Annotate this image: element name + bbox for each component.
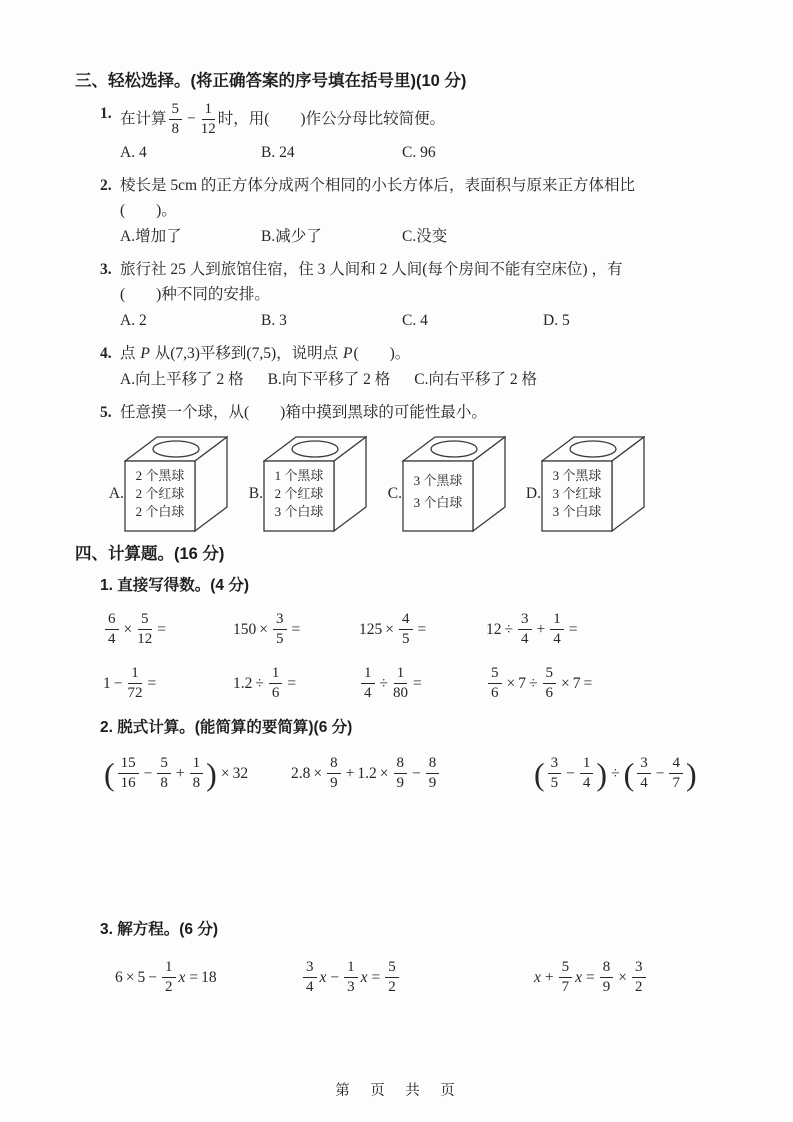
option: C. 4 [402,311,428,329]
ball-box-line: 2 个白球 [135,503,185,519]
fraction-numerator: 1 [269,665,283,684]
math-operator: = [583,674,593,692]
stepwise-calculation-heading: 2. 脱式计算。(能简算的要简算)(6 分) [100,718,353,736]
math-operator: × [561,674,570,692]
math-operator: + [345,764,355,782]
math-operator: ÷ [504,620,514,638]
question-text [120,101,725,139]
fraction-numerator: 3 [548,755,562,774]
ball-box-line: 3 个红球 [552,485,602,501]
ball-box-label: C. [387,484,402,502]
fraction-numerator: 1 [162,959,176,978]
ball-box-line: 3 个白球 [274,503,324,519]
math-operator: + [175,764,185,782]
fraction [488,665,502,703]
question-5 [100,400,725,425]
math-operator: − [187,110,196,128]
fraction-numerator: 3 [637,755,651,774]
math-operator: − [412,764,421,782]
fraction-denominator: 6 [491,685,499,701]
option: C. 96 [402,143,436,161]
ball-box-line: 2 个红球 [274,485,324,501]
math-expression [291,750,533,798]
math-operator: ÷ [255,674,264,692]
fraction [550,611,564,649]
fraction-numerator: 1 [344,959,358,978]
fraction-denominator: 2 [388,979,396,995]
options-row [100,141,725,165]
math-variable: x [319,968,327,986]
options-row [100,225,725,249]
fraction [518,611,532,649]
options-row [100,368,725,392]
fraction-numerator: 5 [488,665,502,684]
math-operator: × [123,620,133,638]
fraction-numerator: 4 [669,755,683,774]
fraction [385,959,399,997]
fraction [580,755,594,793]
math-text: 32 [232,764,249,782]
fraction-denominator: 9 [330,775,338,791]
math-operator: ÷ [529,674,538,692]
math-text: 旅行社 25 人到旅馆住宿，住 3 人间和 2 人间(每个房间不能有空床位) ，有 [120,260,623,278]
math-expression [486,606,725,654]
math-expression [103,660,233,708]
fraction [548,755,562,793]
equations-row [75,954,725,1002]
fraction [669,755,683,793]
fraction-numerator: 15 [118,755,139,774]
fraction-denominator: 9 [428,775,437,791]
solve-equations-heading: 3. 解方程。(6 分) [100,920,218,938]
fraction-denominator: 16 [120,775,136,791]
math-text: 7 [572,674,581,692]
fraction-numerator: 8 [394,755,408,774]
math-operator: − [143,764,153,782]
math-variable: P [140,344,150,362]
math-operator: − [113,674,123,692]
math-operator: × [385,620,394,638]
math-operator: − [148,968,157,986]
question-text [120,400,725,425]
fraction-denominator: 4 [553,631,561,647]
math-operator: × [313,764,323,782]
fraction [344,959,358,997]
fraction-numerator: 4 [399,611,413,630]
fraction-denominator: 2 [635,979,643,995]
fraction-denominator: 5 [402,631,410,647]
fraction-numerator: 1 [580,755,594,774]
stepwise-expressions-row [75,750,725,798]
ball-boxes-row [100,433,725,533]
math-operator: + [536,620,546,638]
fraction-denominator: 6 [545,685,554,701]
question-text [120,257,725,307]
fraction-numerator: 5 [138,611,152,630]
question-text [120,341,725,366]
math-operator: = [147,674,157,692]
fraction [169,101,183,139]
question-number: 5. [100,403,112,421]
direct-computation-heading: 1. 直接写得数。(4 分) [100,576,249,594]
math-operator: = [287,674,297,692]
ball-box-line: 1 个黑球 [274,467,324,483]
math-operator: ÷ [379,674,389,692]
fraction-numerator: 5 [157,755,171,774]
section-calculation [75,543,725,1002]
subsection-solve-equations [75,918,725,1002]
math-expression: ( $\frac{15}{16}$ − $\frac{5}{8}$ + $\frac{1}{8}$ ) × 32 [104,754,249,792]
math-operator: × [379,764,389,782]
fraction-numerator: 3 [273,611,287,630]
fraction-numerator: 1 [361,665,375,684]
math-operator: + [544,968,554,986]
fraction-denominator: 4 [521,631,529,647]
fraction [543,665,557,703]
ball-box-line: 3 个白球 [413,494,463,510]
option: A.增加了 [120,227,182,245]
ball-box-label: D. [525,484,541,502]
fraction-numerator: 5 [559,959,573,978]
fraction-numerator: 3 [632,959,646,978]
fraction-denominator: 4 [364,685,372,701]
math-operator: ÷ [611,764,620,782]
fraction-denominator: 9 [396,775,404,791]
options-row [100,309,725,333]
math-expression [359,606,486,654]
math-operator: = [568,620,578,638]
math-variable: x [575,968,583,986]
fraction-numerator: 5 [385,959,399,978]
math-text: 5 [137,968,146,986]
math-expression [486,660,725,708]
fraction-denominator: 8 [160,775,168,791]
math-operator: = [586,968,595,986]
math-variable: x [178,968,186,986]
fraction-numerator: 5 [169,101,183,120]
ball-box-illustration [124,433,228,533]
math-operator: − [566,764,575,782]
fraction-denominator: 80 [393,685,409,701]
math-operator: − [655,764,665,782]
section-calc-heading: 四、计算题。(16 分) [75,544,225,563]
ball-box-line: 3 个黑球 [413,472,463,488]
fraction [162,959,176,997]
question-number: 1. [100,105,112,122]
fraction [105,611,119,649]
fraction-numerator: 1 [128,665,142,684]
fraction-denominator: 6 [271,685,280,701]
fraction [303,959,317,997]
math-text: 任意摸一个球，从( )箱中摸到黑球的可能性最小。 [120,403,487,421]
fraction-denominator: 5 [276,631,284,647]
fraction-numerator: 1 [202,101,216,120]
math-operator: × [125,968,135,986]
math-text: 1.2 [233,674,253,692]
math-text: 6 [115,968,123,986]
ball-box [100,433,228,533]
math-text: 1.2 [357,764,377,782]
math-text: 12 [486,620,502,638]
option: B.向下平移了 2 格 [267,370,391,388]
fraction [201,101,216,139]
fraction [559,959,573,997]
fraction-denominator: 8 [192,775,201,791]
fraction-denominator: 4 [582,775,591,791]
fraction-numerator: 8 [600,959,614,978]
math-operator: × [506,674,516,692]
fraction [273,611,287,649]
math-text: 150 [233,620,257,638]
ball-box-illustration [263,433,367,533]
ball-box [517,433,645,533]
fraction-denominator: 12 [200,121,216,138]
ball-box-illustration [541,433,645,533]
math-text: 125 [359,620,383,638]
subsection-direct-computation [75,574,725,708]
ball-box [239,433,367,533]
fraction-denominator: 8 [171,121,180,138]
math-text: 2.8 [291,764,311,782]
choice-question-list [75,101,725,533]
fraction-denominator: 7 [672,775,680,791]
fraction [361,665,375,703]
fraction-denominator: 5 [550,775,559,791]
math-text: 7 [518,674,526,692]
math-expression [103,606,233,654]
ball-box-line: 2 个红球 [135,485,185,501]
math-operator: = [371,968,381,986]
question-number: 2. [100,176,112,194]
fraction-denominator: 9 [602,979,611,995]
option: A.向上平移了 2 格 [120,370,244,388]
option: B. 24 [261,143,295,161]
fraction-denominator: 4 [108,631,116,647]
option: A. 4 [120,143,147,161]
fraction [190,755,204,793]
math-expression [233,606,359,654]
math-text: ( )。 [353,344,411,362]
option: A. 2 [120,311,147,329]
fraction-numerator: 3 [518,611,532,630]
fraction-denominator: 4 [640,775,648,791]
fraction [128,665,143,703]
stepwise-workspace [75,798,725,910]
subsection-stepwise-calculation [75,716,725,910]
section-choice-heading: 三、轻松选择。(将正确答案的序号填在括号里)(10 分) [75,72,467,90]
fraction [157,755,171,793]
fraction [393,665,408,703]
math-operator: = [291,620,301,638]
fraction-denominator: 7 [561,979,570,995]
math-operator: = [413,674,422,692]
fraction [137,611,152,649]
math-text: 从(7,3)平移到(7,5)，说明点 [150,344,343,362]
math-expression [233,660,359,708]
fraction-numerator: 1 [394,665,408,684]
math-expression: ( $\frac{3}{5}$ − $\frac{1}{4}$ ) ÷ ( $\frac{3}{4}$ − $\frac{4}{7}$ ) [534,754,697,792]
fraction-numerator: 1 [550,611,564,630]
ball-box-line: 3 个白球 [552,503,602,519]
fraction [600,959,614,997]
ball-box [378,433,506,533]
ball-box-label: A. [108,484,124,502]
math-operator: = [189,968,199,986]
fraction-numerator: 8 [426,755,440,774]
fraction [118,755,139,793]
fraction [394,755,408,793]
math-expression [359,660,486,708]
math-operator: = [417,620,427,638]
direct-computation-grid [75,606,725,708]
math-variable: P [343,344,353,362]
math-text: 点 [120,344,140,362]
question-number: 3. [100,260,112,278]
fraction-denominator: 4 [306,979,314,995]
math-operator: × [259,620,268,638]
option: C.向右平移了 2 格 [414,370,538,388]
question-3 [100,257,725,307]
question-1 [100,101,725,139]
question-4 [100,341,725,366]
math-text: 在计算 [120,110,167,128]
math-operator: × [220,764,230,782]
fraction [632,959,646,997]
ball-box-line: 3 个黑球 [552,467,602,483]
math-text: 棱长是 5cm 的正方体分成两个相同的小长方体后，表面积与原来正方体相比 [120,176,635,194]
math-operator: = [157,620,166,638]
ball-box-label: B. [248,484,263,502]
ball-box-illustration [402,433,506,533]
question-2 [100,173,725,223]
fraction [399,611,413,649]
option: C.没变 [402,227,448,245]
math-text: ( )。 [120,201,177,219]
fraction-numerator: 3 [303,959,317,978]
math-text: 1 [103,674,111,692]
option: B. 3 [261,311,287,329]
math-variable: x [360,968,368,986]
fraction [327,755,341,793]
question-number: 4. [100,344,112,362]
math-expression [301,954,533,1002]
section-choice [75,70,725,533]
fraction [426,755,440,793]
page-footer: 第 页 共 页 [335,1083,458,1099]
math-operator: × [618,968,628,986]
fraction-denominator: 3 [347,979,355,995]
fraction-denominator: 12 [137,631,153,647]
fraction [269,665,283,703]
math-expression [115,954,301,1002]
math-expression [533,954,725,1002]
fraction-denominator: 2 [165,979,173,995]
math-variable: x [534,968,541,986]
math-operator: − [330,968,340,986]
question-text [120,173,725,223]
option: B.减少了 [261,227,322,245]
option: D. 5 [543,311,570,329]
ball-box-line: 2 个黑球 [135,467,185,483]
fraction-numerator: 8 [327,755,341,774]
math-text: 18 [201,968,217,986]
fraction-numerator: 6 [105,611,119,630]
math-text: ( )种不同的安排。 [120,285,270,303]
fraction-numerator: 5 [543,665,557,684]
fraction [637,755,651,793]
math-text: 时，用( )作公分母比较简便。 [217,110,446,128]
fraction-denominator: 72 [127,685,143,701]
fraction-numerator: 1 [190,755,204,774]
